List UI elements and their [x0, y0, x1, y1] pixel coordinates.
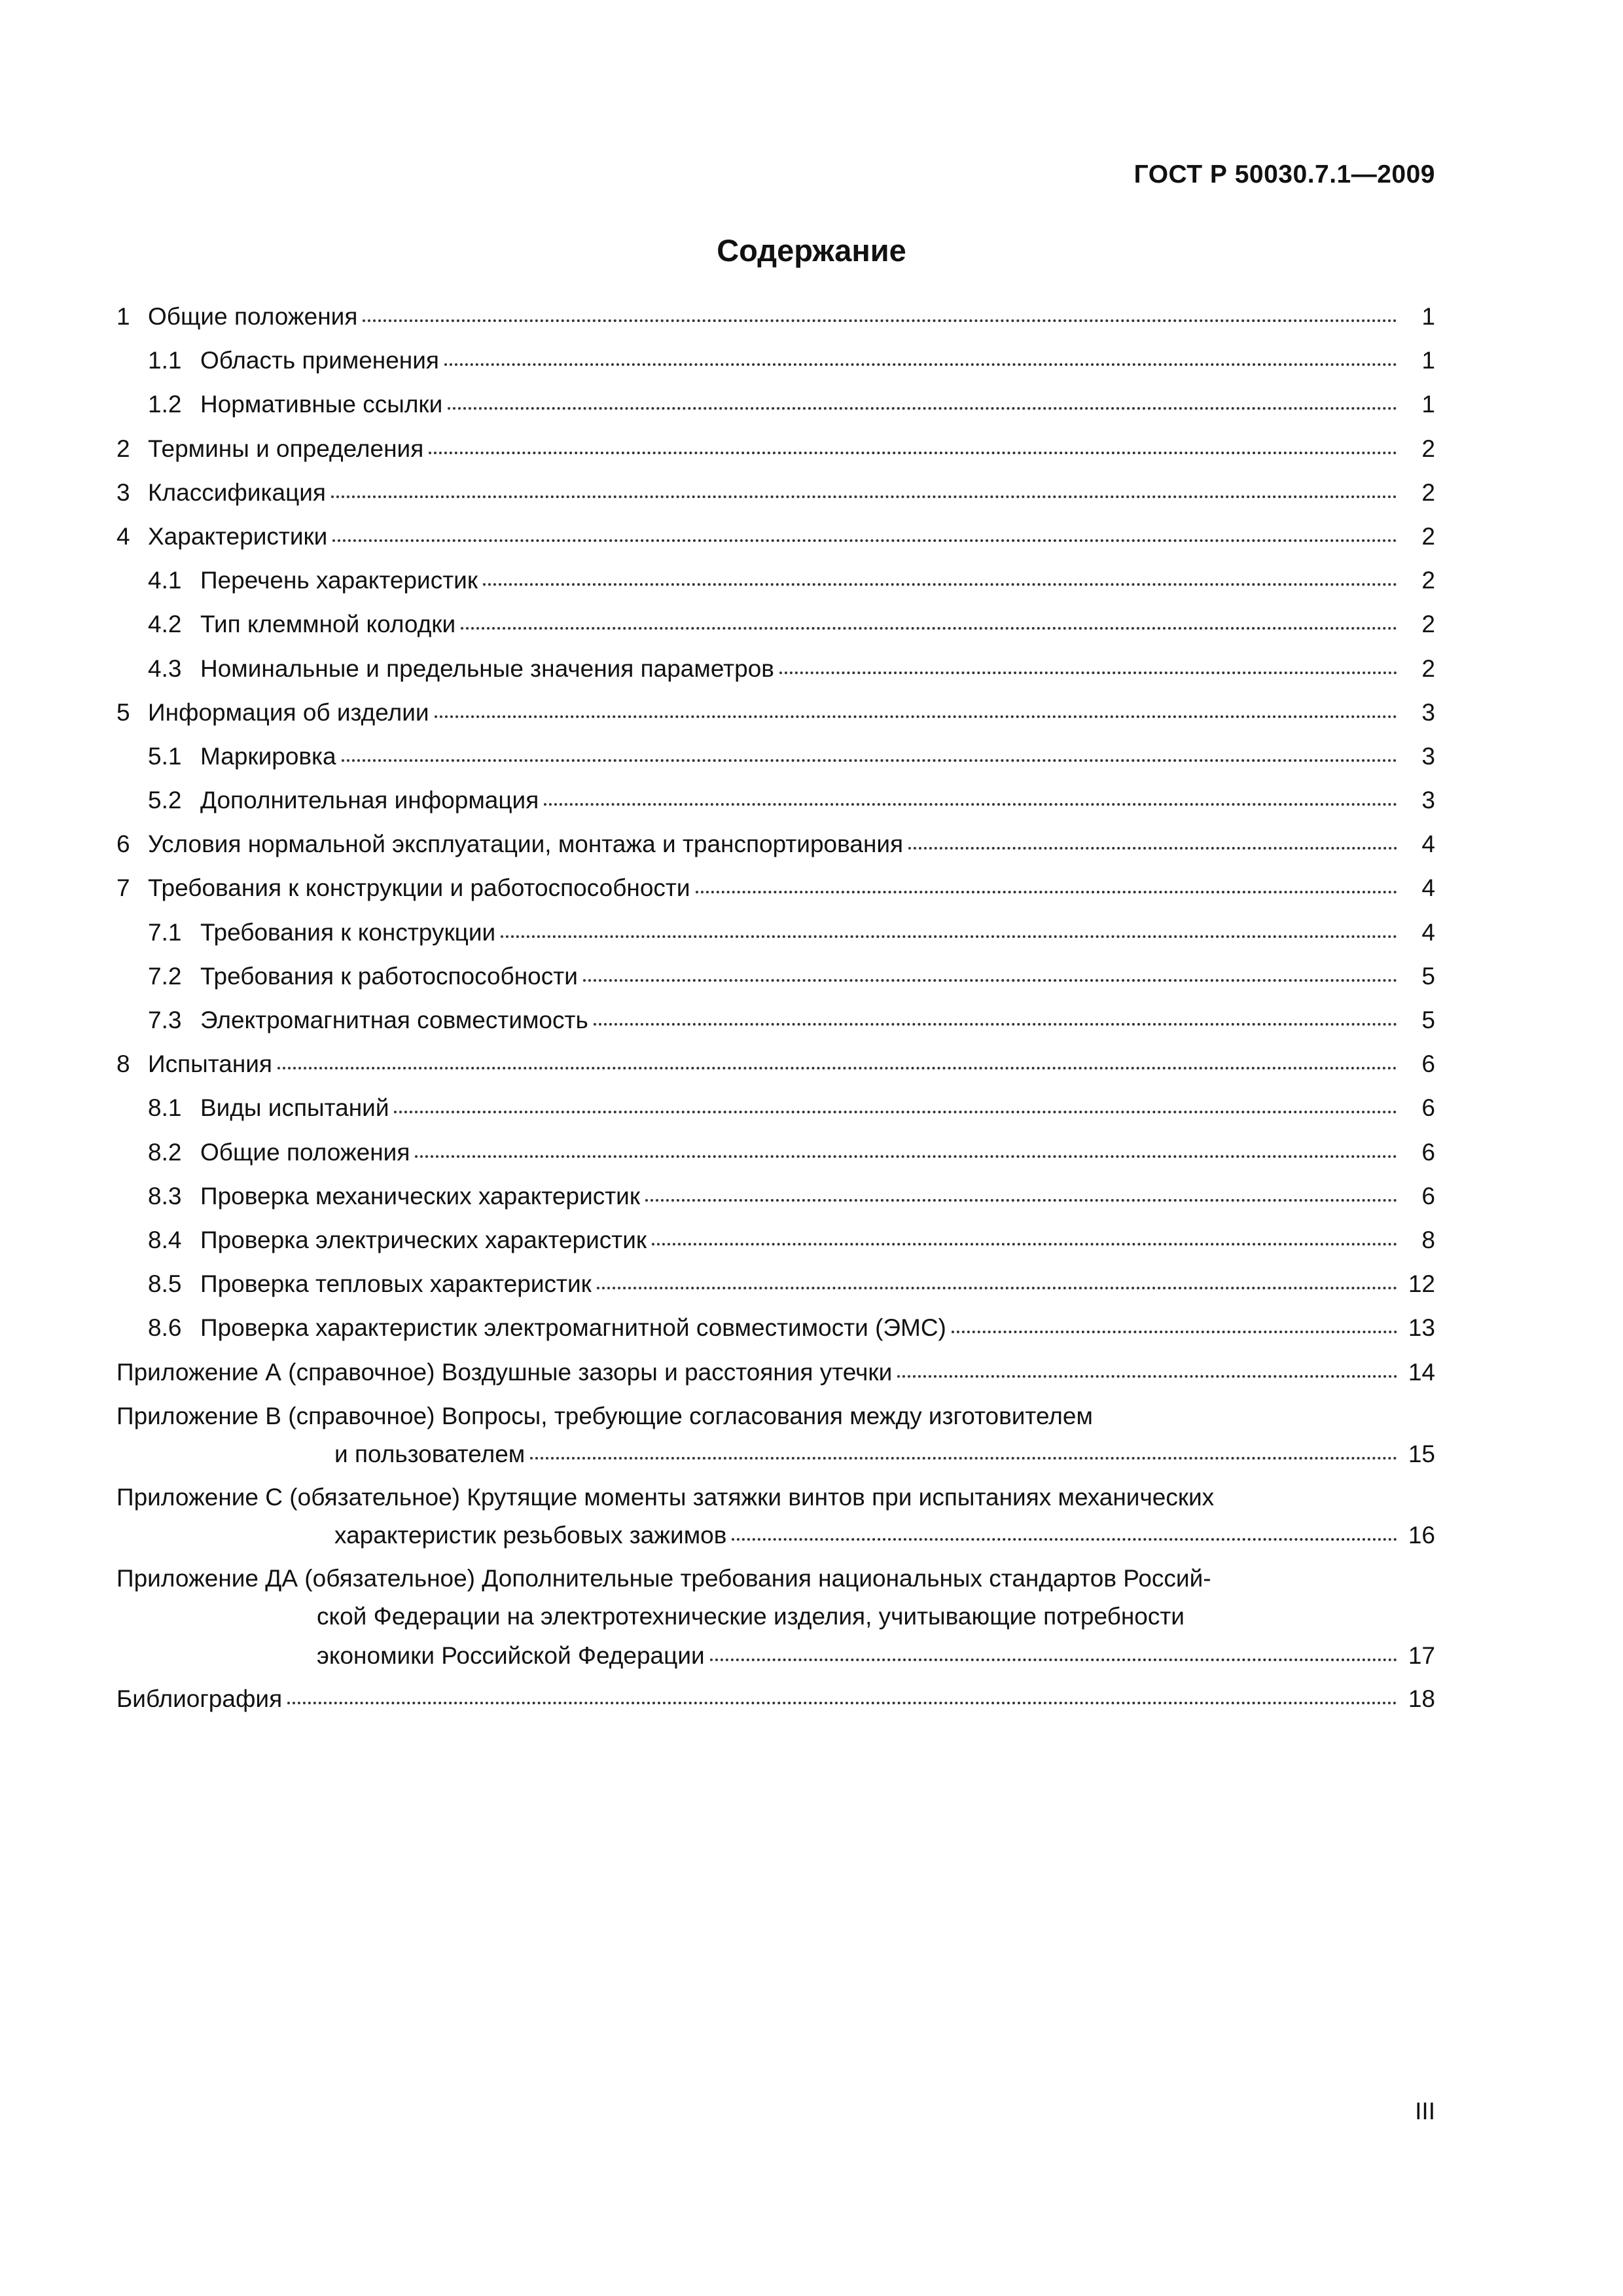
toc-entry-number: 4.2	[148, 611, 182, 638]
toc-entry-page: 15	[1408, 1440, 1435, 1467]
toc-entry[interactable]	[116, 871, 1435, 915]
dot-leader	[331, 495, 1397, 498]
dot-leader	[908, 846, 1397, 850]
dot-leader	[544, 802, 1397, 806]
toc-entry[interactable]	[116, 387, 1435, 431]
dot-leader	[461, 626, 1397, 630]
dot-leader	[710, 1658, 1397, 1661]
toc-entry-title: Требования к работоспособности	[200, 962, 578, 990]
dot-leader	[363, 319, 1397, 322]
toc-entry-title: Приложение ДА (обязательное) Дополнительные требования национальных стандартов Россий-	[116, 1564, 1211, 1592]
toc-entry-number: 4.1	[148, 567, 182, 594]
toc-entry-title: Электромагнитная совместимость	[200, 1007, 588, 1033]
toc-entry[interactable]	[116, 564, 1435, 607]
toc-entry-number: 5	[116, 698, 130, 726]
toc-entry[interactable]	[116, 696, 1435, 740]
toc-entry-page: 1	[1421, 391, 1435, 418]
toc-entry-number: 6	[116, 831, 130, 858]
toc-entry[interactable]	[116, 960, 1435, 1003]
toc-entry-title: Проверка характеристик электромагнитной совместимости (ЭМС)	[200, 1314, 946, 1342]
toc-entry-page: 4	[1421, 918, 1435, 946]
toc-entry-number: 4	[116, 522, 130, 550]
toc-entry-title: Область применения	[200, 347, 439, 374]
toc-entry-page: 4	[1421, 874, 1435, 902]
toc-entry-page: 2	[1421, 655, 1435, 682]
toc-entry-title: Приложение А (справочное) Воздушные зазоры и расстояния утечки	[116, 1358, 893, 1386]
dot-leader	[429, 451, 1397, 454]
toc-entry[interactable]	[116, 827, 1435, 871]
toc-entry-page: 6	[1421, 1138, 1435, 1166]
dot-leader	[444, 363, 1397, 366]
toc-entry[interactable]	[116, 916, 1435, 960]
dot-leader	[583, 978, 1397, 982]
toc-entry-number: 1.2	[148, 391, 182, 418]
dot-leader	[394, 1110, 1397, 1113]
toc-entry-page: 16	[1408, 1521, 1435, 1549]
toc-entry-number: 8.5	[148, 1270, 182, 1298]
toc-entry-title: Библиография	[116, 1685, 283, 1712]
toc-entry-page: 13	[1408, 1314, 1435, 1342]
toc-entry[interactable]	[116, 432, 1435, 476]
dot-leader	[435, 715, 1397, 718]
toc-appendix-c[interactable]	[116, 1480, 1435, 1562]
toc-entry-title: Приложение В (справочное) Вопросы, требующие согласования между изготовителем	[116, 1402, 1093, 1429]
dot-leader	[332, 539, 1397, 542]
toc-entry[interactable]	[116, 652, 1435, 696]
toc-entry-title: Проверка механических характеристик	[200, 1182, 641, 1210]
toc-entry-page: 12	[1408, 1270, 1435, 1298]
toc-entry-number: 5.1	[148, 742, 182, 770]
dot-leader	[652, 1242, 1397, 1246]
toc-entry-title: Характеристики	[148, 522, 328, 550]
toc-entry-page: 6	[1421, 1050, 1435, 1078]
toc-entry-title: Номинальные и предельные значения параметров	[200, 655, 774, 682]
dot-leader	[415, 1155, 1397, 1158]
toc-entry-page: 4	[1421, 831, 1435, 858]
toc-entry-number: 1.1	[148, 347, 182, 374]
toc-entry-number: 8.2	[148, 1138, 182, 1166]
toc-entry-title: Дополнительная информация	[200, 787, 539, 814]
toc-entry[interactable]	[116, 1091, 1435, 1135]
toc-entry-title: Термины и определения	[148, 435, 424, 462]
toc-entry-title: Условия нормальной эксплуатации, монтажа и транспортирования	[148, 831, 904, 858]
toc-entry-number: 8.1	[148, 1094, 182, 1122]
toc-entry-number: 8.4	[148, 1226, 182, 1253]
toc-entry-title-continued: ской Федерации на электротехнические изделия, учитывающие потребности	[317, 1602, 1185, 1630]
toc-entry-page: 14	[1408, 1358, 1435, 1386]
toc-entry-page: 17	[1408, 1641, 1435, 1669]
dot-leader	[594, 1022, 1397, 1026]
toc-bibliography[interactable]	[116, 1682, 1435, 1726]
toc-entry-number: 4.3	[148, 655, 182, 682]
toc-entry-title: Требования к конструкции и работоспособности	[148, 874, 690, 902]
dot-leader	[448, 406, 1397, 410]
dot-leader	[530, 1456, 1397, 1460]
toc-entry-page: 8	[1421, 1226, 1435, 1253]
toc-entry[interactable]	[116, 607, 1435, 651]
toc-entry[interactable]	[116, 1047, 1435, 1091]
toc-entry-page: 2	[1421, 567, 1435, 594]
toc-entry-title-continued: характеристик резьбовых зажимов	[334, 1521, 727, 1549]
toc-entry[interactable]	[116, 1179, 1435, 1223]
toc-entry[interactable]	[116, 1223, 1435, 1267]
toc-entry-title: Виды испытаний	[200, 1094, 389, 1122]
toc-entry[interactable]	[116, 1003, 1435, 1047]
toc-entry-number: 5.2	[148, 787, 182, 814]
toc-entry-page: 3	[1421, 742, 1435, 770]
toc-entry-page: 6	[1421, 1094, 1435, 1122]
table-of-contents	[116, 300, 1435, 1726]
toc-entry-page: 18	[1408, 1685, 1435, 1712]
dot-leader	[897, 1374, 1397, 1378]
toc-entry-title: Маркировка	[200, 742, 336, 770]
dot-leader	[501, 935, 1397, 938]
toc-entry-number: 8.3	[148, 1182, 182, 1210]
toc-title: Содержание	[717, 233, 906, 268]
toc-appendix-da[interactable]	[116, 1562, 1435, 1682]
toc-entry-page: 2	[1421, 611, 1435, 638]
toc-entry-title: Нормативные ссылки	[200, 391, 443, 418]
toc-entry[interactable]	[116, 1267, 1435, 1311]
toc-entry-number: 8.6	[148, 1314, 182, 1342]
dot-leader	[779, 671, 1397, 674]
toc-entry-page: 2	[1421, 522, 1435, 550]
page-number: III	[1415, 2098, 1435, 2125]
dot-leader	[645, 1198, 1397, 1202]
toc-entry[interactable]	[116, 1136, 1435, 1179]
toc-entry[interactable]	[116, 740, 1435, 783]
toc-entry[interactable]	[116, 476, 1435, 520]
dot-leader	[287, 1701, 1397, 1704]
toc-entry[interactable]	[116, 783, 1435, 827]
toc-entry[interactable]	[116, 1311, 1435, 1355]
toc-entry-page: 1	[1421, 303, 1435, 330]
dot-leader	[696, 890, 1397, 893]
dot-leader	[732, 1537, 1397, 1541]
toc-appendix-b[interactable]	[116, 1399, 1435, 1480]
toc-entry-title: Общие положения	[148, 303, 358, 330]
toc-entry-number: 7	[116, 874, 130, 902]
toc-entry-number: 1	[116, 303, 130, 330]
toc-entry[interactable]	[116, 520, 1435, 564]
toc-entry-title: Классификация	[148, 478, 326, 506]
toc-entry-title: Информация об изделии	[148, 698, 429, 726]
toc-appendix-a[interactable]	[116, 1355, 1435, 1399]
dot-leader	[342, 759, 1397, 762]
toc-entry-number: 2	[116, 435, 130, 462]
toc-entry-title-continued: экономики Российской Федерации	[317, 1641, 705, 1669]
toc-entry-title: Перечень характеристик	[200, 567, 478, 594]
toc-entry-title: Тип клеммной колодки	[200, 611, 456, 638]
toc-entry-number: 7.3	[148, 1007, 182, 1033]
toc-entry-page: 3	[1421, 787, 1435, 814]
dot-leader	[277, 1066, 1397, 1069]
toc-entry-title-continued: и пользователем	[334, 1440, 526, 1467]
toc-entry-page: 5	[1421, 962, 1435, 990]
dot-leader	[483, 583, 1397, 586]
document-code: ГОСТ Р 50030.7.1—2009	[1133, 160, 1435, 188]
toc-entry-page: 3	[1421, 698, 1435, 726]
toc-entry-title: Приложение С (обязательное) Крутящие моменты затяжки винтов при испытаниях механических	[116, 1483, 1215, 1511]
toc-entry-title: Проверка тепловых характеристик	[200, 1270, 592, 1298]
toc-entry-title: Требования к конструкции	[200, 918, 496, 946]
toc-entry-number: 7.1	[148, 918, 182, 946]
toc-entry-number: 8	[116, 1050, 130, 1078]
toc-entry-title: Испытания	[148, 1050, 272, 1078]
toc-entry-page: 5	[1421, 1007, 1435, 1033]
dot-leader	[597, 1286, 1397, 1289]
toc-entry-page: 2	[1421, 478, 1435, 506]
toc-entry-page: 1	[1421, 347, 1435, 374]
toc-entry-number: 3	[116, 478, 130, 506]
toc-entry-title: Проверка электрических характеристик	[200, 1226, 647, 1253]
toc-entry[interactable]	[116, 344, 1435, 387]
toc-entry-page: 2	[1421, 435, 1435, 462]
dot-leader	[952, 1330, 1397, 1333]
toc-entry-number: 7.2	[148, 962, 182, 990]
toc-entry[interactable]	[116, 300, 1435, 344]
toc-entry-page: 6	[1421, 1182, 1435, 1210]
toc-entry-title: Общие положения	[200, 1138, 410, 1166]
